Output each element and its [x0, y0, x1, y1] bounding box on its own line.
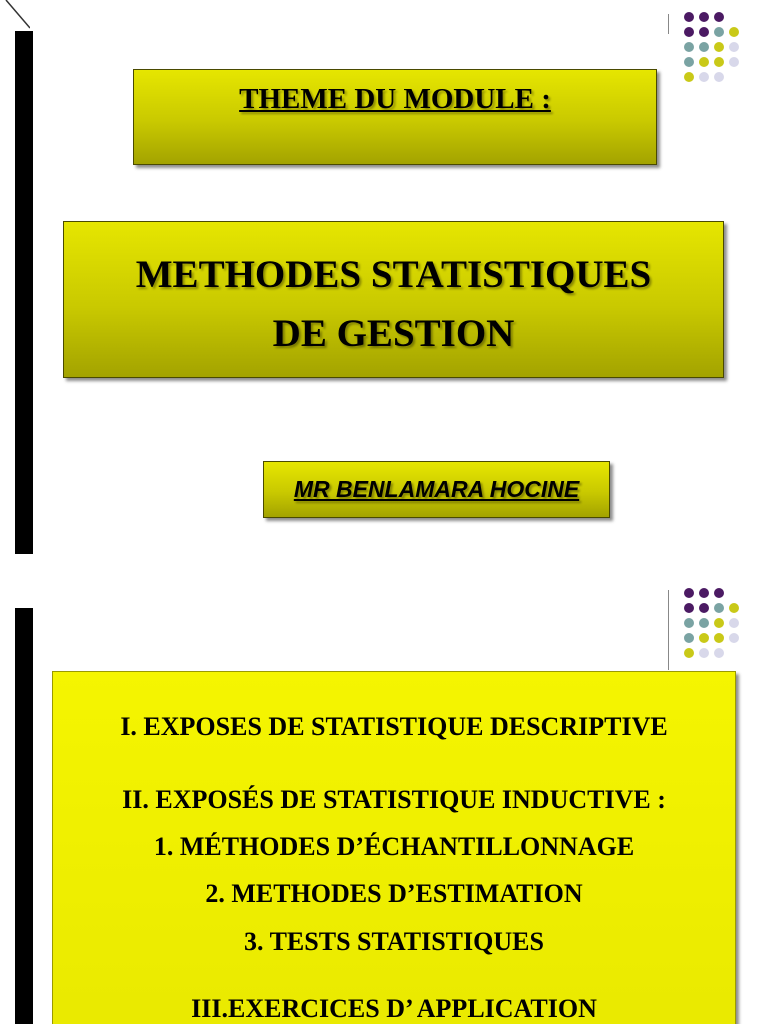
divider-line — [668, 590, 669, 670]
decor-dot — [729, 618, 739, 628]
theme-title: THEME DU MODULE : — [239, 83, 551, 115]
author-box — [263, 461, 610, 518]
decor-dot — [699, 618, 709, 628]
decor-dot — [729, 42, 739, 52]
decor-dot — [699, 648, 709, 658]
decor-dot — [684, 618, 694, 628]
decor-dot — [714, 648, 724, 658]
decor-dot — [699, 588, 709, 598]
decor-dot — [714, 57, 724, 67]
decor-dot — [684, 72, 694, 82]
decor-dot — [684, 27, 694, 37]
decor-dot — [729, 57, 739, 67]
outline-subitem-2: 2. METHODES D’ESTIMATION — [205, 879, 583, 908]
decor-dot — [714, 603, 724, 613]
decor-dot — [729, 603, 739, 613]
decor-dot — [699, 603, 709, 613]
left-black-bar — [15, 608, 33, 1024]
outline-subitem-1: 1. MÉTHODES D’ÉCHANTILLONNAGE — [153, 832, 635, 861]
outline-subitem-3: 3. TESTS STATISTIQUES — [244, 927, 544, 956]
outline-box — [52, 671, 736, 1024]
decor-dot — [714, 588, 724, 598]
decor-dot — [714, 27, 724, 37]
decor-dot — [699, 72, 709, 82]
decor-dot — [684, 648, 694, 658]
decor-dot — [714, 42, 724, 52]
module-title-line-1: METHODES STATISTIQUES — [135, 253, 652, 296]
outline-item-1: I. EXPOSES DE STATISTIQUE DESCRIPTIVE — [120, 712, 668, 741]
decor-dot — [699, 633, 709, 643]
decor-dot — [714, 72, 724, 82]
outline-item-2: II. EXPOSÉS DE STATISTIQUE INDUCTIVE : — [122, 785, 666, 814]
decor-dot — [684, 588, 694, 598]
author-name: MR BENLAMARA HOCINE — [293, 476, 580, 502]
outline-slide — [0, 578, 768, 1024]
decor-dot — [684, 12, 694, 22]
decor-dot — [699, 27, 709, 37]
decor-dot — [699, 12, 709, 22]
decor-dot — [729, 27, 739, 37]
decor-dot — [684, 603, 694, 613]
decor-dot — [729, 633, 739, 643]
decor-dot — [714, 618, 724, 628]
decor-dot — [684, 633, 694, 643]
decor-dot — [714, 12, 724, 22]
decor-dot — [699, 42, 709, 52]
left-black-bar — [15, 31, 33, 554]
module-title-line-2: DE GESTION — [272, 312, 515, 355]
theme-title-box — [133, 69, 657, 165]
decor-dot — [699, 57, 709, 67]
divider-line — [668, 14, 669, 34]
corner-line-decoration — [0, 0, 30, 30]
outline-item-3: III.EXERCICES D’ APPLICATION — [191, 994, 597, 1023]
decor-dot — [684, 42, 694, 52]
module-title-box — [63, 221, 724, 378]
decor-dot — [684, 57, 694, 67]
decor-dot — [714, 633, 724, 643]
